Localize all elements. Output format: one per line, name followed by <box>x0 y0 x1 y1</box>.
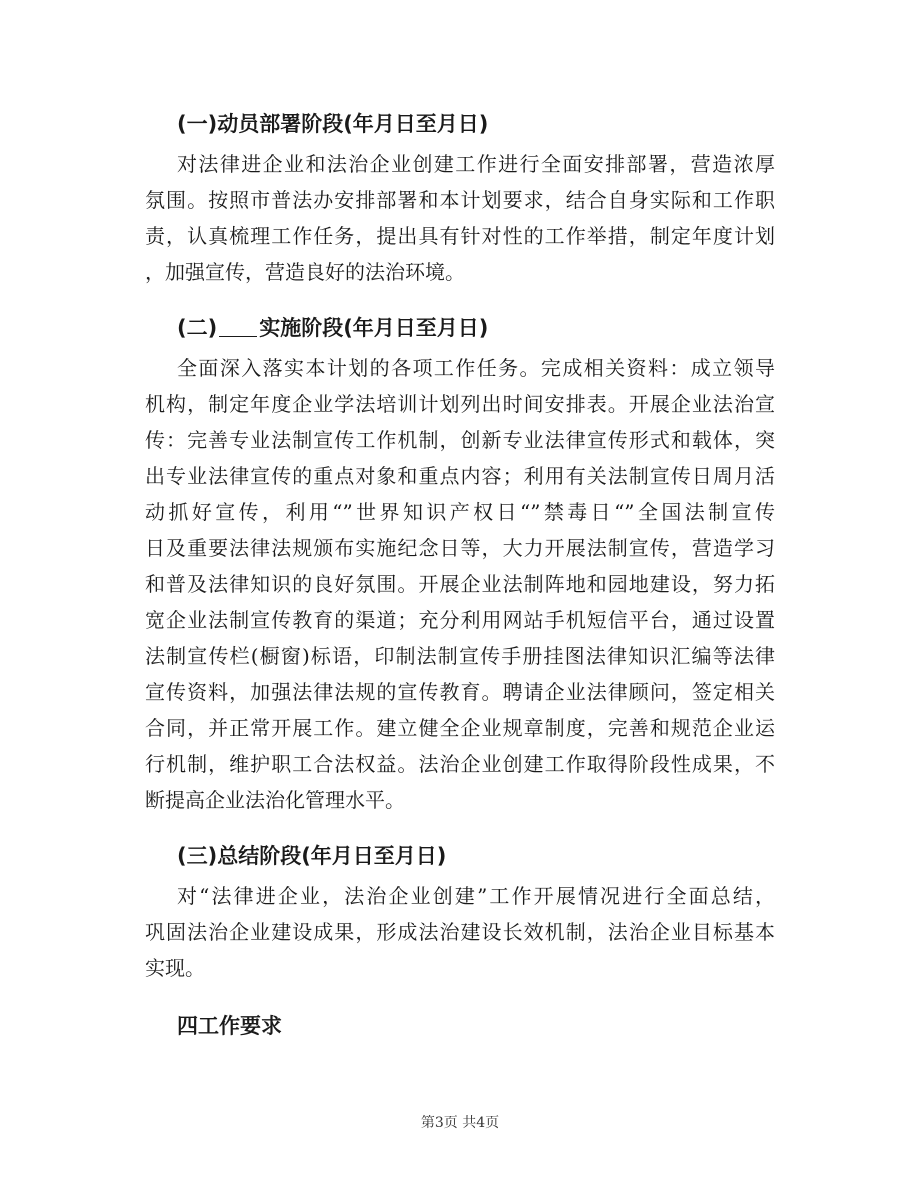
paragraph-line: 实现。 <box>145 956 205 980</box>
section-heading-requirements: 四工作要求 <box>177 1014 282 1038</box>
paragraph-line: 宽企业法制宣传教育的渠道；充分利用网站手机短信平台，通过设置 <box>145 608 775 632</box>
paragraph-line: 氛围。按照市普法办安排部署和本计划要求，结合自身实际和工作职 <box>145 188 775 212</box>
paragraph-line: 断提高企业法治化管理水平。 <box>145 788 405 812</box>
paragraph-line: 合同，并正常开展工作。建立健全企业规章制度，完善和规范企业运 <box>145 716 775 740</box>
paragraph-line: 出专业法律宣传的重点对象和重点内容；利用有关法制宣传日周月活 <box>145 464 775 488</box>
paragraph-line: 巩固法治企业建设成果，形成法治建设长效机制，法治企业目标基本 <box>145 920 775 944</box>
blank-underline <box>219 316 257 337</box>
paragraph-line: 责，认真梳理工作任务，提出具有针对性的工作举措，制定年度计划 <box>145 224 775 248</box>
section-heading-summary: (三)总结阶段(年月日至月日) <box>177 844 447 868</box>
heading-prefix: (二) <box>177 316 218 340</box>
section-heading-implementation <box>177 310 488 346</box>
paragraph-line: 对“法律进企业，法治企业创建”工作开展情况进行全面总结， <box>177 884 775 908</box>
heading-text: 实施阶段(年月日至月日) <box>259 316 489 340</box>
paragraph-line: 全面深入落实本计划的各项工作任务。完成相关资料：成立领导 <box>177 356 775 380</box>
paragraph-line: 宣传资料，加强法律法规的宣传教育。聘请企业法律顾问，签定相关 <box>145 680 775 704</box>
page-number-footer: 第3页 共4页 <box>420 1115 500 1131</box>
paragraph-line: 机构，制定年度企业学法培训计划列出时间安排表。开展企业法治宣 <box>145 392 775 416</box>
section-heading-mobilization: (一)动员部署阶段(年月日至月日) <box>177 112 489 136</box>
paragraph-line: 日及重要法律法规颁布实施纪念日等，大力开展法制宣传，营造学习 <box>145 536 775 560</box>
paragraph-line: 动抓好宣传，利用“”世界知识产权日“”禁毒日“”全国法制宣传 <box>145 500 775 524</box>
paragraph-line: 行机制，维护职工合法权益。法治企业创建工作取得阶段性成果，不 <box>145 752 775 776</box>
paragraph-line: ，加强宣传，营造良好的法治环境。 <box>145 260 465 284</box>
paragraph-line: 和普及法律知识的良好氛围。开展企业法制阵地和园地建设，努力拓 <box>145 572 775 596</box>
paragraph-line: 传：完善专业法制宣传工作机制，创新专业法律宣传形式和载体，突 <box>145 428 775 452</box>
paragraph-line: 法制宣传栏(橱窗)标语，印制法制宣传手册挂图法律知识汇编等法律 <box>145 644 775 668</box>
paragraph-line: 对法律进企业和法治企业创建工作进行全面安排部署，营造浓厚 <box>177 152 775 176</box>
